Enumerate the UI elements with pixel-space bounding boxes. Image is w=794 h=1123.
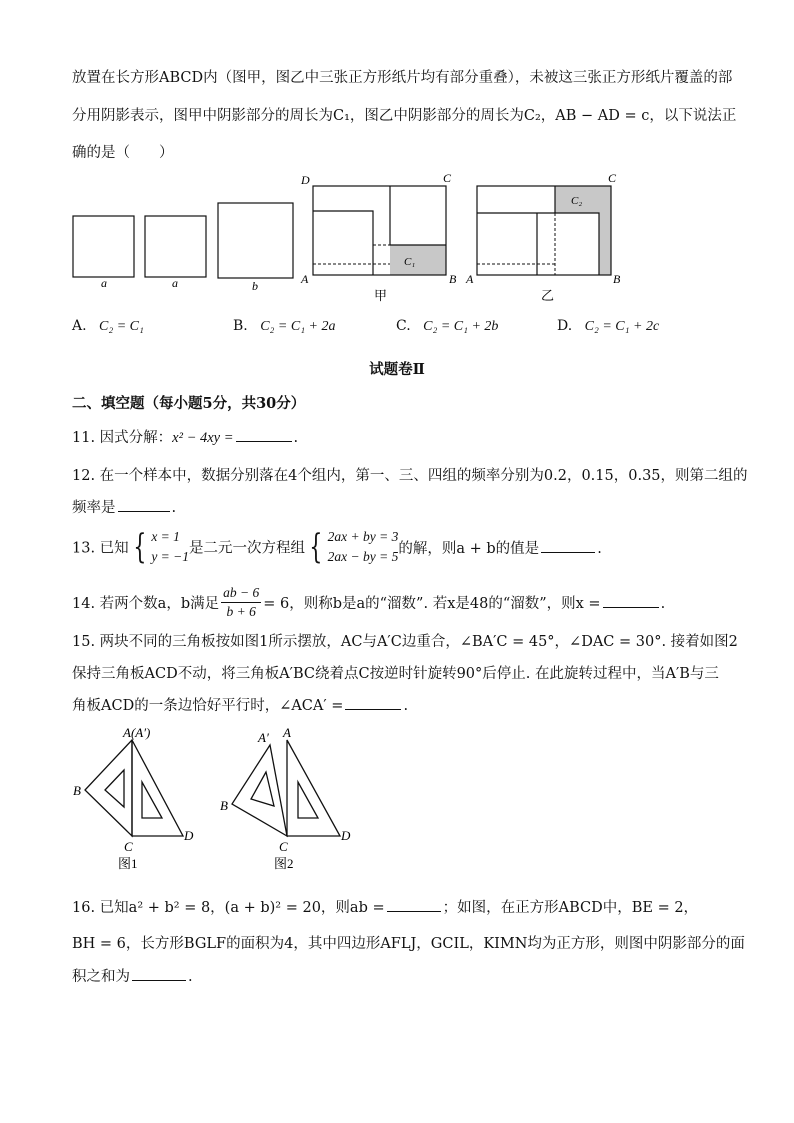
yi-shade-label: C₂	[571, 195, 583, 207]
yi-shade-right	[599, 186, 611, 275]
option-d[interactable]	[557, 318, 659, 335]
q11-answer-blank[interactable]	[236, 427, 292, 442]
fig2-label-C: C	[279, 839, 288, 854]
q14-numerator: ab − 6	[221, 584, 261, 603]
option-a-text: C₂ = C₁	[99, 319, 144, 334]
yi-caption: 乙	[541, 288, 555, 303]
q13-suffix: 的解，则a + b的值是	[398, 540, 540, 557]
fig1-label-A: A(A′)	[123, 725, 151, 740]
fig2-caption: 图2	[274, 856, 294, 871]
q14-prefix: 14. 若两个数a，b满足	[72, 596, 220, 612]
jia-shade	[390, 245, 446, 275]
q13-middle: 是二元一次方程组	[189, 540, 306, 557]
jia-shade-label: C₁	[404, 256, 416, 268]
option-c-text: C₂ = C₁ + 2b	[423, 319, 499, 334]
q14-end: .	[660, 596, 666, 612]
q13-answer-blank[interactable]	[541, 538, 595, 553]
fig2-label-A-prime: A′	[258, 730, 269, 745]
squares-figure	[0, 168, 794, 308]
q15-line-3	[72, 694, 408, 715]
q16-text: 积之和为	[72, 969, 130, 985]
q14-suffix: = 6，则称b是a的“溜数”. 若x是48的“溜数”，则x =	[263, 596, 601, 612]
jia-label-C: C	[443, 171, 452, 185]
q16-line-2: BH = 6，长方形BGLF的面积为4，其中四边形AFLJ，GCIL，KIMN均为正方形，则图中阴影部分的面	[72, 936, 745, 952]
fig2-label-A: A	[283, 725, 291, 740]
section-title: 试题卷Ⅱ	[369, 361, 425, 378]
fig1-label-C: C	[124, 839, 133, 854]
option-b-letter: B.	[233, 318, 248, 334]
q13-prefix: 13. 已知	[72, 540, 129, 557]
square-a-1	[73, 216, 134, 277]
q11-end: .	[293, 430, 299, 446]
q13-brace-2: {	[309, 527, 323, 567]
option-d-text: C₂ = C₁ + 2c	[584, 319, 660, 334]
option-b-text: C₂ = C₁ + 2a	[260, 319, 336, 334]
q12-line-1: 12. 在一个样本中，数据分别落在4个组内，第一、三、四组的频率分别为0.2，0.15，0.35，则第二组的	[72, 468, 748, 484]
q15-answer-blank[interactable]	[345, 695, 401, 710]
fig1-triangle-abc	[85, 740, 132, 836]
q16-line-1	[72, 896, 698, 917]
q12-text: 频率是	[72, 500, 116, 516]
option-a-letter: A.	[72, 318, 87, 334]
square-label-3: b	[252, 279, 258, 293]
option-d-letter: D.	[557, 318, 573, 334]
jia-label-D: D	[301, 173, 310, 187]
q11-expr: x² − 4xy =	[172, 430, 234, 446]
intro-line-3: 确的是（ ）	[72, 145, 174, 161]
triangles-figure	[0, 720, 794, 880]
q11-prefix: 11. 因式分解：	[72, 430, 173, 446]
q13-solution-system: x = 1 y = −1	[151, 529, 190, 564]
jia-caption: 甲	[374, 288, 388, 303]
q16-line-3	[72, 965, 193, 986]
q13-brace-1: {	[133, 527, 146, 567]
q14-denominator: b + 6	[226, 604, 256, 619]
fig1-triangle-acd	[132, 740, 183, 836]
yi-label-B: B	[613, 272, 621, 286]
q16-suffix: ；如图，在正方形ABCD中，BE = 2，	[442, 900, 699, 916]
option-c-letter: C.	[396, 318, 411, 334]
q16-prefix: 16. 已知a² + b² = 8，(a + b)² = 20，则ab =	[72, 900, 385, 916]
q12-end: .	[171, 500, 177, 516]
option-a[interactable]	[72, 318, 144, 335]
option-b[interactable]	[233, 318, 336, 335]
option-c[interactable]	[396, 318, 498, 335]
square-label-2: a	[172, 276, 178, 290]
fig2-triangle-acd	[287, 740, 340, 836]
q12-answer-blank[interactable]	[118, 497, 170, 512]
q12-line-2	[72, 496, 176, 517]
question-13	[72, 527, 602, 567]
q15-text: 角板ACD的一条边恰好平行时，∠ACA′ =	[72, 698, 344, 714]
question-11	[72, 426, 298, 447]
square-a-2	[145, 216, 206, 277]
square-b	[218, 203, 293, 278]
intro-line-2: 分用阴影表示，图甲中阴影部分的周长为C₁，图乙中阴影部分的周长为C₂，AB − AD = c，以下说法正	[72, 108, 737, 124]
fig2-label-B: B	[220, 798, 228, 813]
q14-answer-blank[interactable]	[603, 593, 659, 608]
question-14	[72, 584, 665, 621]
fig1-label-B: B	[73, 783, 81, 798]
q15-line-2: 保持三角板ACD不动，将三角板A′BC绕着点C按逆时针旋转90°后停止. 在此旋转过程中，当A′B与三	[72, 666, 719, 682]
square-label-1: a	[101, 276, 107, 290]
part-heading: 二、填空题（每小题5分，共30分）	[72, 395, 306, 412]
yi-label-A: A	[466, 272, 474, 286]
fig1-caption: 图1	[118, 856, 138, 871]
q16-answer-blank-1[interactable]	[387, 897, 441, 912]
yi-label-C: C	[608, 171, 617, 185]
q15-end: .	[403, 698, 409, 714]
fig2-triangle-abc	[232, 745, 287, 836]
q13-equation-system: 2ax + by = 3 2ax − by = 5	[327, 529, 399, 564]
q15-line-1: 15. 两块不同的三角板按如图1所示摆放，AC与A′C边重合，∠BA′C = 45°，∠DAC = 30°. 接着如图2	[72, 634, 738, 650]
q16-answer-blank-2[interactable]	[132, 966, 186, 981]
jia-label-A: A	[301, 272, 309, 286]
q14-fraction	[221, 584, 261, 621]
fig2-label-D: D	[341, 828, 351, 843]
fig1-label-D: D	[184, 828, 194, 843]
q13-end: .	[597, 540, 602, 557]
jia-label-B: B	[449, 272, 457, 286]
intro-line-1: 放置在长方形ABCD内（图甲，图乙中三张正方形纸片均有部分重叠），未被这三张正方形纸片覆盖的部	[72, 70, 733, 86]
q16-end: .	[188, 969, 193, 985]
